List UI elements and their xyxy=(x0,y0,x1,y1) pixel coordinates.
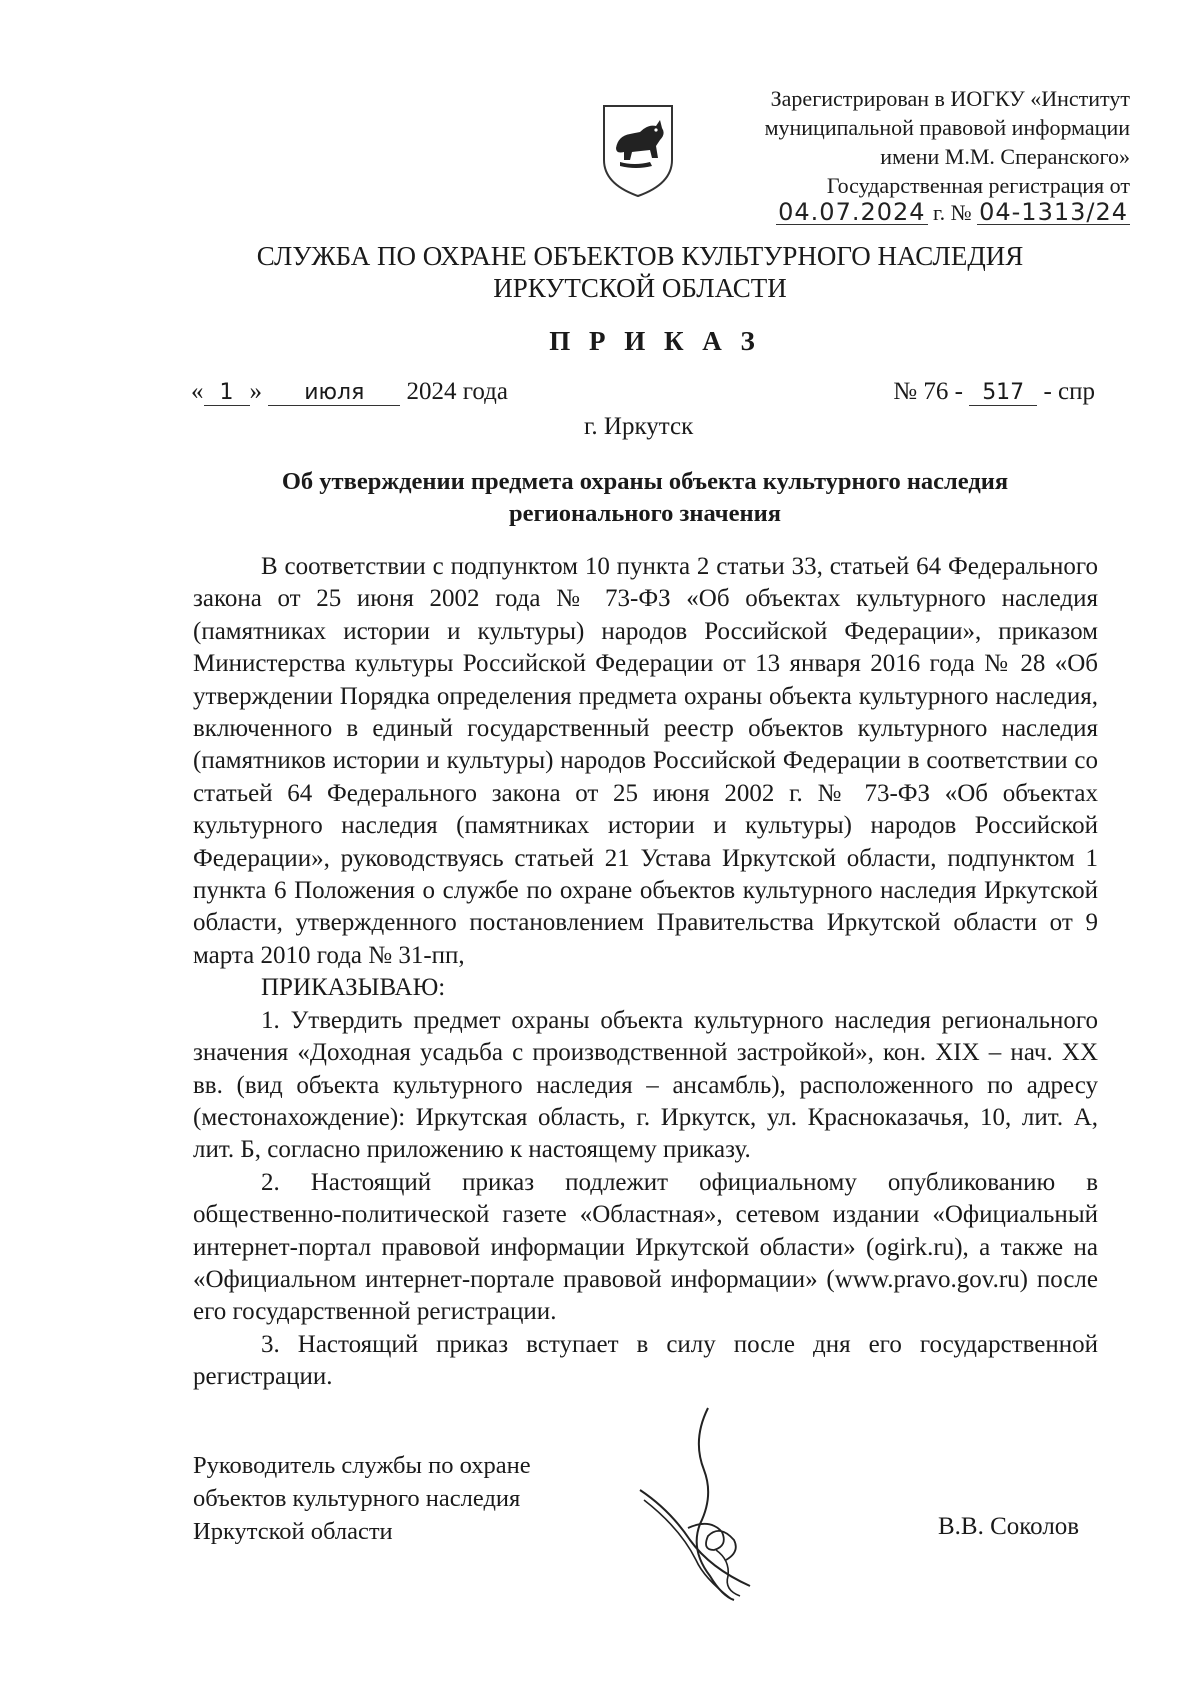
order-item-2: 2. Настоящий приказ подлежит официальному опубликованию в общественно-политической газете «Областная», сетевом издании «Официальный интернет-портал правовой информации Иркутской области» (ogirk.ru), а также на «Официальном интернет-портале правовой информации» (www.pravo.gov.ru) после его государственной регистрации. xyxy=(193,1168,1098,1326)
coat-of-arms-icon xyxy=(600,100,676,200)
order-item-3: 3. Настоящий приказ вступает в силу после дня его государственной регистрации. xyxy=(193,1330,1098,1391)
signer-position-line: объектов культурного наследия xyxy=(193,1485,521,1512)
registration-date-handwritten: 04.07.2024 xyxy=(778,198,926,226)
command-word: ПРИКАЗЫВАЮ: xyxy=(261,974,446,1002)
agency-title-line: ИРКУТСКОЙ ОБЛАСТИ xyxy=(493,273,787,303)
order-number-suffix: - спр xyxy=(1043,378,1095,405)
agency-title xyxy=(160,240,1120,304)
registration-line: имени М.М. Сперанского» xyxy=(880,144,1130,169)
registration-line: Зарегистрирован в ИОГКУ «Институт xyxy=(770,86,1130,111)
heading-line: Об утверждении предмета охраны объекта культурного наследия xyxy=(281,468,1009,495)
registration-number-prefix: г. № xyxy=(933,200,972,225)
handwritten-signature xyxy=(630,1400,790,1610)
date-open-quote: « xyxy=(191,378,204,405)
signer-position xyxy=(193,1449,531,1548)
registration-number-handwritten: 04-1313/24 xyxy=(979,198,1128,226)
month-handwritten: июля xyxy=(268,381,400,406)
signer-position-line: Руководитель службы по охране xyxy=(193,1452,531,1479)
order-number-prefix: № 76 - xyxy=(893,378,963,405)
registration-line: Государственная регистрация от xyxy=(826,173,1130,198)
agency-title-line: СЛУЖБА ПО ОХРАНЕ ОБЪЕКТОВ КУЛЬТУРНОГО НАСЛЕДИЯ xyxy=(256,241,1024,271)
order-item-1: 1. Утвердить предмет охраны объекта культурного наследия регионального значения «Доходная усадьба с производственной застройкой», кон. XIX – нач. XX вв. (вид объекта культурного наследия – ансамбль), расположенного по адресу (местонахождение): Иркутская область, г. Иркутск, ул. Красноказачья, 10, лит. А, лит. Б, согласно приложению к настоящему приказу. xyxy=(193,1006,1098,1164)
registration-number-line xyxy=(700,198,1130,227)
registration-block xyxy=(700,84,1130,227)
heading-line: регионального значения xyxy=(509,500,781,527)
date-close-quote: » xyxy=(249,378,262,405)
order-number-handwritten: 517 xyxy=(969,381,1037,406)
order-date xyxy=(191,378,508,406)
document-type: П Р И К А З xyxy=(549,326,761,356)
preamble-paragraph: В соответствии с подпунктом 10 пункта 2 статьи 33, статьей 64 Федерального закона от 25 июня 2002 года № 73-ФЗ «Об объектах культурного наследия (памятниках истории и культуры) народов Российской Федерации», приказом Министерства культуры Российской Федерации от 13 января 2016 года № 28 «Об утверждении Порядка определения предмета охраны объекта культурного наследия, включенного в единый государственный реестр объектов культурного наследия (памятников истории и культуры) народов Российской Федерации в соответствии со статьей 64 Федерального закона от 25 июня 2002 г. № 73-ФЗ «Об объектах культурного наследия (памятниках истории и культуры) народов Российской Федерации», руководствуясь статьей 21 Устава Иркутской области, подпунктом 1 пункта 6 Положения о службе по охране объектов культурного наследия Иркутской области, утвержденного постановлением Правительства Иркутской области от 9 марта 2010 года № 31-пп, xyxy=(193,553,1098,969)
document-body xyxy=(193,551,1098,1394)
day-handwritten: 1 xyxy=(204,381,250,406)
order-year: 2024 года xyxy=(406,378,508,405)
order-number xyxy=(870,378,1095,406)
signer-position-line: Иркутской области xyxy=(193,1518,393,1545)
signer-name: В.В. Соколов xyxy=(938,1513,1080,1540)
registration-line: муниципальной правовой информации xyxy=(764,115,1130,140)
order-city: г. Иркутск xyxy=(584,413,694,440)
document-heading xyxy=(190,466,1100,530)
